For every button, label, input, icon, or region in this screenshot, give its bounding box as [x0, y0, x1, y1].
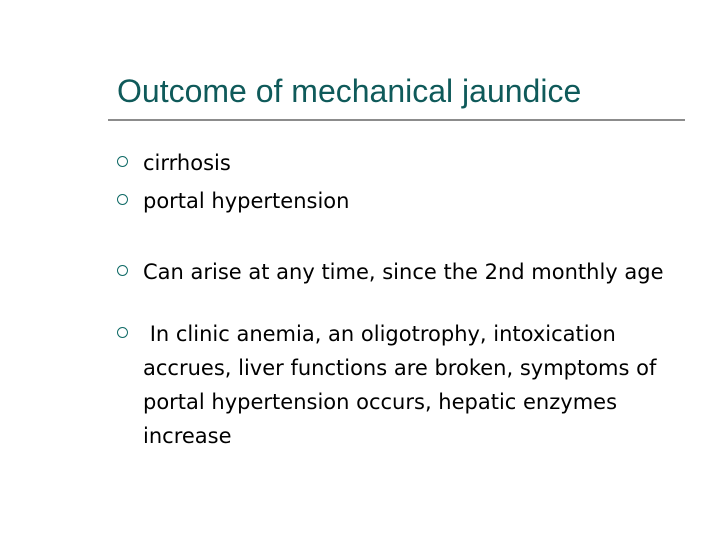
- bullet-item: [117, 184, 677, 218]
- bullet-circle-icon: [117, 156, 128, 167]
- bullet-circle-icon: [117, 194, 128, 205]
- bullet-circle-icon: [117, 265, 128, 276]
- bullet-text: portal hypertension: [143, 189, 350, 213]
- bullet-text: cirrhosis: [143, 151, 231, 175]
- bullet-item: [117, 146, 677, 180]
- bullet-item: [117, 317, 677, 453]
- bullet-text: Can arise at any time, since the 2nd monthly age: [143, 260, 664, 284]
- bullet-item: [117, 255, 677, 289]
- bullet-circle-icon: [117, 327, 128, 338]
- bullet-text: In clinic anemia, an oligotrophy, intoxication accrues, liver functions are broken, symptoms of portal hypertension occurs, hepatic enzymes increase: [143, 322, 664, 448]
- slide-title: Outcome of mechanical jaundice: [117, 73, 582, 109]
